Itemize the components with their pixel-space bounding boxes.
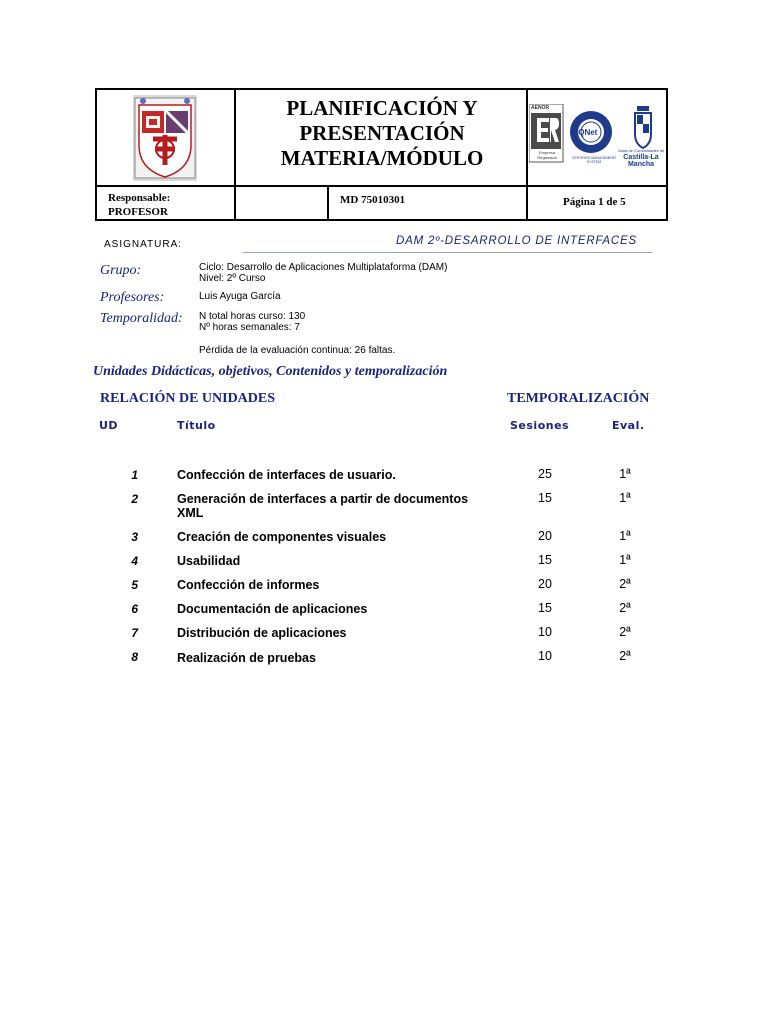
unit-title: Realización de pruebas [177, 651, 316, 665]
unit-eval: 2ª [619, 601, 631, 615]
responsable-value: PROFESOR [108, 206, 168, 218]
perdida-text: Pérdida de la evaluación continua: 26 faltas. [199, 345, 396, 356]
unit-number: 7 [131, 626, 138, 640]
unit-number: 2 [131, 492, 138, 506]
profesores-label: Profesores: [100, 290, 165, 305]
grupo-label: Grupo: [100, 263, 142, 278]
unit-title: Usabilidad [177, 554, 241, 568]
document-header [95, 88, 668, 221]
unit-number: 5 [131, 578, 138, 592]
divider [243, 252, 652, 253]
certified-text: CERTIFIED MANAGEMENT SYSTEM [571, 156, 617, 164]
divider [327, 186, 329, 221]
unit-sessions: 15 [538, 491, 552, 505]
unit-number: 4 [131, 554, 138, 568]
responsable-label: Responsable: [108, 192, 171, 204]
temporalidad-line1: N total horas curso: 130 [199, 311, 306, 322]
aenor-text: AENOR [531, 105, 550, 111]
unit-sessions: 10 [538, 625, 552, 639]
document-code: MD 75010301 [340, 194, 406, 206]
unit-sessions: 15 [538, 601, 552, 615]
unit-sessions: 10 [538, 649, 552, 663]
unit-number: 3 [131, 530, 138, 544]
divider [97, 185, 666, 187]
temporalidad-line2: Nº horas semanales: 7 [199, 322, 300, 333]
unit-eval: 2ª [619, 649, 631, 663]
column-header-ud: UD [99, 419, 119, 432]
unit-eval: 2ª [619, 577, 631, 591]
empresa-text: Empresa Registrada [537, 150, 557, 160]
column-header-sesiones: Sesiones [510, 419, 570, 432]
section-title: Unidades Didácticas, objetivos, Contenidos y temporalización [93, 364, 448, 379]
unit-sessions: 20 [538, 577, 552, 591]
certification-logos [529, 104, 667, 168]
unit-title: Confección de interfaces de usuario. [177, 468, 396, 482]
unit-sessions: 20 [538, 529, 552, 543]
castilla-la-mancha-crest-icon [623, 104, 663, 150]
unit-eval: 1ª [619, 491, 631, 505]
document-title: PLANIFICACIÓN Y PRESENTACIÓN MATERIA/MÓDULO [280, 96, 484, 170]
unit-title: Generación de interfaces a partir de documentos XML [177, 492, 469, 520]
unit-title: Confección de informes [177, 578, 320, 592]
asignatura-label: ASIGNATURA: [104, 239, 183, 250]
divider [234, 90, 236, 221]
grupo-line2: Nivel: 2º Curso [199, 273, 266, 284]
column-header-eval: Eval. [612, 419, 645, 432]
temporalizacion-heading: TEMPORALIZACIÓN [507, 391, 650, 406]
unit-eval: 2ª [619, 625, 631, 639]
asignatura-value: DAM 2º-DESARROLLO DE INTERFACES [396, 235, 637, 247]
column-header-titulo: Título [177, 419, 216, 432]
iqnet-text: IQNet [576, 128, 598, 137]
page-info: Página 1 de 5 [563, 196, 626, 208]
unit-number: 1 [131, 468, 138, 482]
unit-sessions: 15 [538, 553, 552, 567]
unit-eval: 1ª [619, 467, 631, 481]
relacion-heading: RELACIÓN DE UNIDADES [100, 391, 276, 406]
unit-eval: 1ª [619, 529, 631, 543]
temporalidad-label: Temporalidad: [100, 311, 183, 326]
profesores-value: Luis Ayuga García [199, 291, 281, 302]
unit-sessions: 25 [538, 467, 552, 481]
castilla-text: Castilla-La Mancha [623, 154, 659, 168]
junta-text: Junta de Comunidades de [617, 148, 665, 153]
unit-title: Distribución de aplicaciones [177, 626, 347, 640]
unit-number: 8 [131, 650, 138, 664]
grupo-line1: Ciclo: Desarrollo de Aplicaciones Multiplataforma (DAM) [199, 262, 448, 273]
unit-eval: 1ª [619, 553, 631, 567]
unit-number: 6 [131, 602, 138, 616]
unit-title: Creación de componentes visuales [177, 530, 387, 544]
school-crest-icon [133, 95, 197, 181]
unit-title: Documentación de aplicaciones [177, 602, 368, 616]
